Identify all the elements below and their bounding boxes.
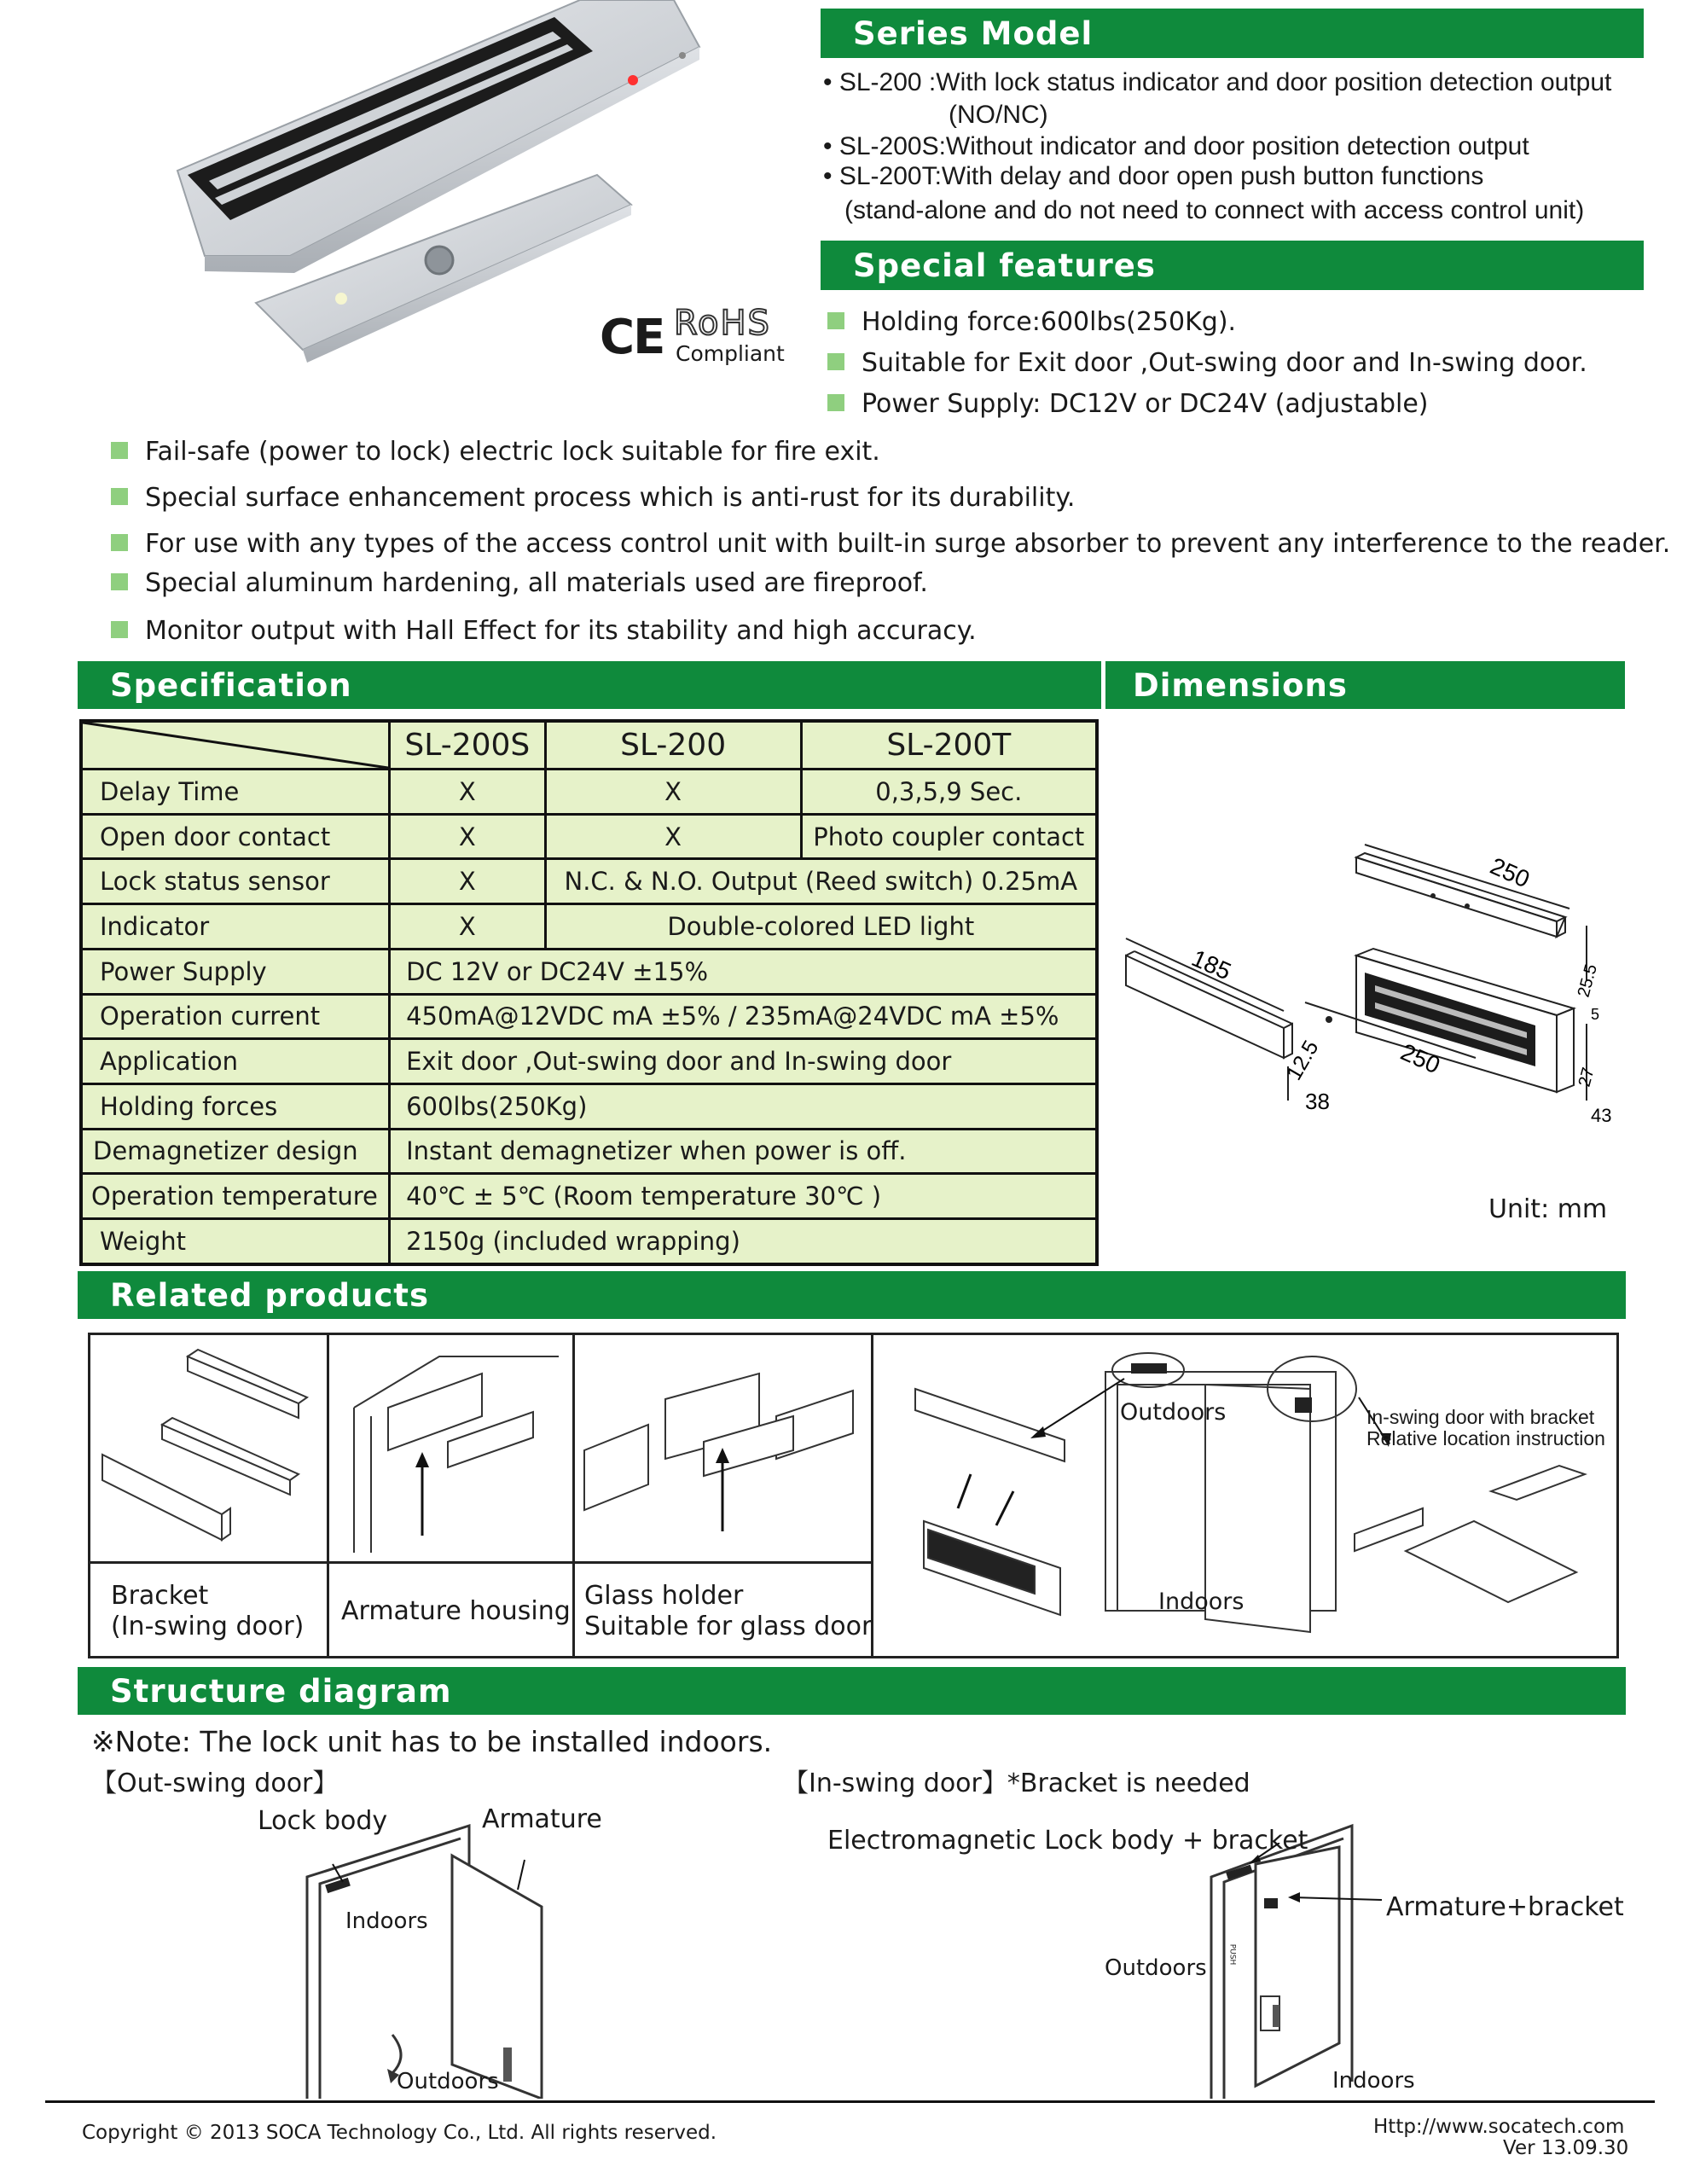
bullet-square-icon [827, 394, 844, 411]
armature-housing-label: Armature housing [341, 1596, 571, 1626]
spec-corner-cell [81, 721, 390, 770]
bullet-square-icon [111, 534, 128, 551]
glass-holder-sublabel: Suitable for glass door [584, 1612, 873, 1641]
dimensions-heading [1105, 661, 1625, 709]
bullet-square-icon [111, 573, 128, 590]
out-swing-outdoors-label: Outdoors [397, 2069, 499, 2094]
install-note-2: Relative location instruction [1366, 1427, 1605, 1449]
out-swing-lock-body-label: Lock body [258, 1806, 388, 1836]
spec-row-operation-temperature [81, 1174, 1097, 1219]
out-swing-door-drawing [299, 1817, 554, 2099]
dim-38: 38 [1305, 1089, 1330, 1114]
spec-cell: X [390, 770, 546, 815]
bracket-label: Bracket [111, 1581, 209, 1611]
spec-row-demagnetizer [81, 1129, 1097, 1174]
out-swing-title: 【Out-swing door】 [91, 1769, 339, 1798]
spec-cell: Exit door ,Out-swing door and In-swing door [390, 1039, 1097, 1084]
feature-suitable-doors: Suitable for Exit door ,Out-swing door and In-swing door. [862, 348, 1587, 378]
feature-item [111, 529, 1670, 559]
spec-row-lock-status [81, 859, 1097, 904]
spec-cell: DC 12V or DC24V ±15% [390, 949, 1097, 994]
related-products-heading [78, 1271, 1626, 1319]
dim-12-5: 12.5 [1281, 1036, 1324, 1084]
related-glass-label [584, 1581, 872, 1642]
series-model-title: Series Model [853, 15, 1094, 52]
spec-col-sl200s: SL-200S [390, 721, 546, 770]
dim-25-5: 25.5 [1574, 961, 1601, 1000]
in-swing-lock-body-label: Electromagnetic Lock body + bracket [827, 1826, 1308, 1856]
structure-note: ※Note: The lock unit has to be installed indoors. [91, 1725, 773, 1758]
spec-row-label: Lock status sensor [81, 859, 390, 904]
bullet-square-icon [827, 353, 844, 370]
footer-copyright: Copyright © 2013 SOCA Technology Co., Ltd. All rights reserved. [82, 2122, 717, 2144]
spec-row-open-door-contact [81, 814, 1097, 859]
dim-185: 185 [1187, 944, 1235, 985]
dim-250-bottom: 250 [1396, 1038, 1444, 1079]
specification-table [79, 719, 1099, 1266]
series-model-standalone: (stand-alone and do not need to connect with access control unit) [844, 196, 1585, 224]
series-model-sl200s: SL-200S:Without indicator and door position detection output [838, 132, 1529, 160]
glass-holder-drawing [580, 1339, 866, 1557]
series-model-heading [821, 9, 1644, 58]
in-swing-push-label: PUSH [1227, 1943, 1237, 1966]
footer-url[interactable]: Http://www.socatech.com [1373, 2116, 1625, 2138]
footer-divider [45, 2100, 1655, 2103]
spec-cell: X [545, 770, 801, 815]
in-swing-outdoors-label: Outdoors [1105, 1955, 1207, 1981]
related-armature-label [341, 1596, 571, 1627]
spec-row-weight [81, 1219, 1097, 1264]
bullet-square-icon [111, 621, 128, 638]
series-model-line: • SL-200 :With lock status indicator and door position detection output [823, 68, 1612, 96]
structure-diagram-heading [78, 1667, 1626, 1715]
spec-row-holding-forces [81, 1083, 1097, 1129]
spec-cell: X [390, 859, 546, 904]
dimensions-title: Dimensions [1133, 666, 1348, 704]
rohs-compliant-label: Compliant [676, 341, 785, 366]
spec-cell: 450mA@12VDC mA ±5% / 235mA@24VDC mA ±5% [390, 994, 1097, 1039]
feature-item [111, 568, 928, 598]
series-model-line: • SL-200S:Without indicator and door position detection output [823, 132, 1529, 160]
specification-title: Specification [110, 666, 352, 704]
dim-250-top: 250 [1486, 852, 1534, 893]
spec-row-label: Holding forces [81, 1083, 390, 1129]
series-model-line [949, 101, 1048, 130]
spec-cell: 40℃ ± 5℃ (Room temperature 30℃ ) [390, 1174, 1097, 1219]
dimensions-unit: Unit: mm [1488, 1194, 1608, 1224]
spec-cell: Photo coupler contact [801, 814, 1097, 859]
spec-cell: 2150g (included wrapping) [390, 1219, 1097, 1264]
related-divider [327, 1333, 329, 1658]
feature-fireproof: Special aluminum hardening, all materials used are fireproof. [145, 568, 928, 598]
feature-surge-absorber: For use with any types of the access control unit with built-in surge absorber to prevent any interference to the reader. [145, 529, 1671, 559]
feature-item [111, 437, 880, 467]
spec-row-label: Demagnetizer design [81, 1129, 390, 1174]
series-model-nonc: (NO/NC) [949, 101, 1048, 129]
spec-row-label: Power Supply [81, 949, 390, 994]
out-swing-indoors-label: Indoors [345, 1908, 428, 1934]
in-swing-indoors-label: Indoors [1332, 2068, 1415, 2094]
spec-cell: Double-colored LED light [545, 904, 1097, 950]
dim-43: 43 [1591, 1105, 1612, 1126]
rohs-logo: RoHS [674, 304, 771, 343]
series-model-sl200t: SL-200T:With delay and door open push button functions [838, 162, 1484, 190]
spec-row-application [81, 1039, 1097, 1084]
related-divider [572, 1333, 575, 1658]
install-indoors-label: Indoors [1158, 1589, 1245, 1615]
spec-header-row [81, 721, 1097, 770]
armature-housing-drawing [337, 1339, 567, 1557]
spec-cell: N.C. & N.O. Output (Reed switch) 0.25mA [545, 859, 1097, 904]
spec-cell: 600lbs(250Kg) [390, 1083, 1097, 1129]
feature-power-supply: Power Supply: DC12V or DC24V (adjustable) [862, 389, 1429, 419]
related-bracket-label [111, 1581, 304, 1642]
spec-row-label: Indicator [81, 904, 390, 950]
diagonal-line [83, 723, 388, 768]
spec-cell: X [390, 904, 546, 950]
series-model-line [844, 196, 1584, 225]
spec-row-label: Application [81, 1039, 390, 1084]
special-feature-item [827, 389, 1429, 419]
structure-diagram-title: Structure diagram [110, 1672, 452, 1710]
related-products-title: Related products [110, 1276, 430, 1314]
dim-5: 5 [1591, 1006, 1600, 1023]
install-note-1: In-swing door with bracket [1366, 1406, 1595, 1428]
bracket-drawing [94, 1339, 324, 1557]
related-divider-h [88, 1561, 871, 1564]
bullet-square-icon [111, 488, 128, 505]
dimensions-drawing [1109, 810, 1638, 1169]
spec-row-label: Operation current [81, 994, 390, 1039]
special-feature-item [827, 307, 1236, 337]
spec-col-sl200: SL-200 [545, 721, 801, 770]
feature-item [111, 616, 977, 646]
out-swing-armature-label: Armature [482, 1804, 602, 1834]
in-swing-title: 【In-swing door】*Bracket is needed [783, 1769, 1250, 1798]
series-model-line: • SL-200T:With delay and door open push button functions [823, 162, 1484, 190]
feature-item [111, 483, 1075, 513]
glass-holder-label: Glass holder [584, 1581, 744, 1611]
spec-cell: X [390, 814, 546, 859]
spec-row-label: Open door contact [81, 814, 390, 859]
spec-row-label: Operation temperature [81, 1174, 390, 1219]
special-feature-item [827, 348, 1587, 378]
spec-cell: 0,3,5,9 Sec. [801, 770, 1097, 815]
spec-col-sl200t: SL-200T [801, 721, 1097, 770]
bracket-sublabel: (In-swing door) [111, 1612, 305, 1641]
install-instruction-drawing [877, 1338, 1615, 1653]
special-features-title: Special features [853, 247, 1156, 284]
ce-mark: CE [600, 310, 664, 365]
feature-anti-rust: Special surface enhancement process which is anti-rust for its durability. [145, 483, 1076, 513]
special-features-heading [821, 241, 1644, 290]
spec-cell: X [545, 814, 801, 859]
dim-27: 27 [1575, 1066, 1598, 1089]
specification-heading [78, 661, 1101, 709]
in-swing-arrows [1211, 1843, 1390, 1911]
feature-holding-force: Holding force:600lbs(250Kg). [862, 307, 1237, 337]
footer-version: Ver 13.09.30 [1503, 2137, 1629, 2159]
spec-row-delay-time [81, 770, 1097, 815]
feature-fail-safe: Fail-safe (power to lock) electric lock suitable for fire exit. [145, 437, 880, 467]
series-model-sl200: SL-200 :With lock status indicator and door position detection output [838, 68, 1612, 96]
spec-row-operation-current [81, 994, 1097, 1039]
feature-hall-effect: Monitor output with Hall Effect for its stability and high accuracy. [145, 616, 977, 646]
spec-row-label: Weight [81, 1219, 390, 1264]
spec-cell: Instant demagnetizer when power is off. [390, 1129, 1097, 1174]
in-swing-armature-label: Armature+bracket [1386, 1892, 1624, 1922]
bullet-square-icon [111, 442, 128, 459]
spec-row-label: Delay Time [81, 770, 390, 815]
bullet-square-icon [827, 312, 844, 329]
spec-row-power-supply [81, 949, 1097, 994]
spec-row-indicator [81, 904, 1097, 950]
install-outdoors-label: Outdoors [1120, 1399, 1227, 1426]
